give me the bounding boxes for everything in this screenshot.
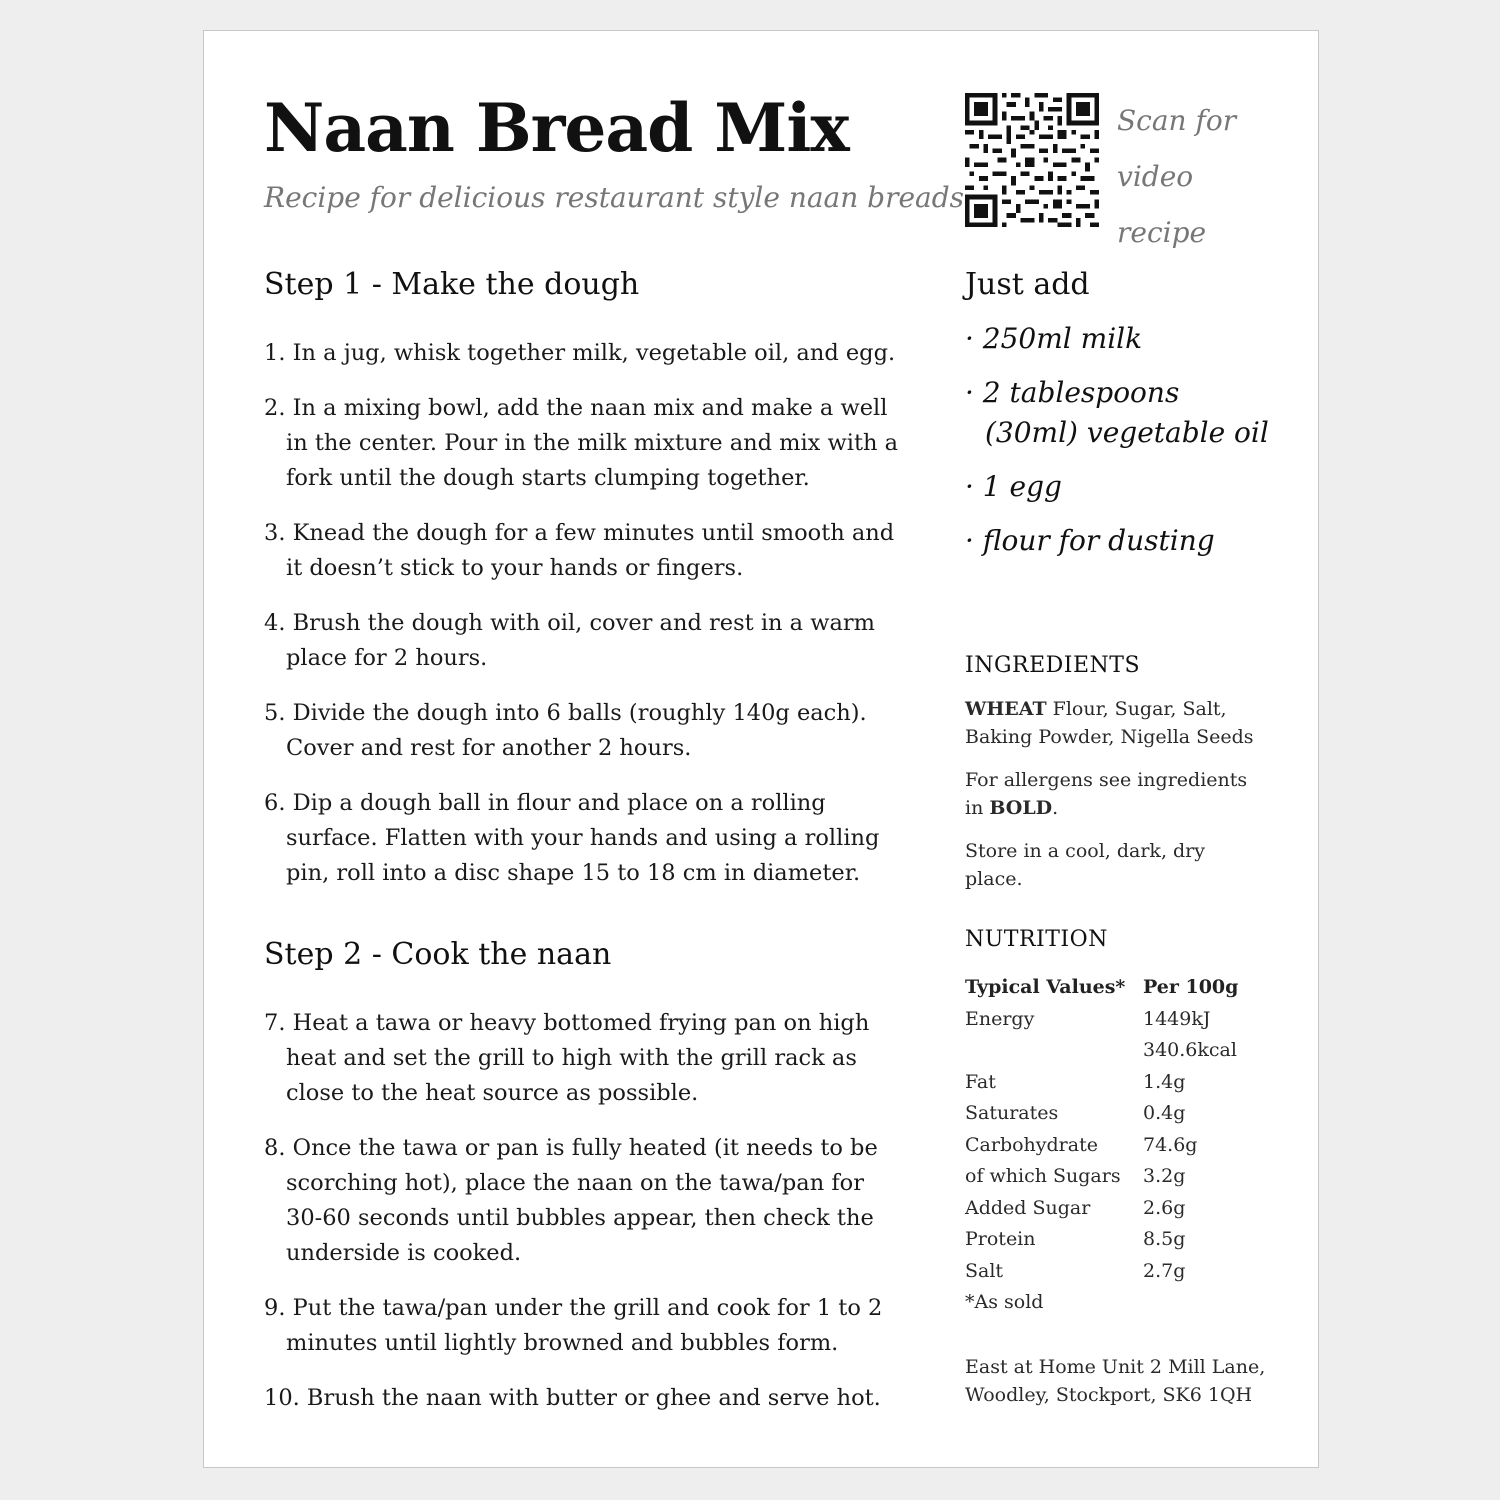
allergen-word: WHEAT bbox=[965, 698, 1047, 720]
list-item: · flour for dusting bbox=[965, 524, 1215, 557]
recipe-card bbox=[203, 30, 1319, 1468]
nutrient-label: Salt bbox=[965, 1259, 1004, 1282]
list-item: · 2 tablespoons (30ml) vegetable oil bbox=[965, 376, 1269, 449]
qr-code-icon[interactable] bbox=[965, 93, 1099, 227]
just-add-heading: Just add bbox=[965, 267, 1090, 302]
nutrition-heading: NUTRITION bbox=[965, 927, 1108, 952]
list-item: 2. In a mixing bowl, add the naan mix and make a well in the center. Pour in the milk mixture and mix with a fork until the dough starts clumping together. bbox=[264, 395, 899, 491]
ingredients-text: Flour, Sugar, Salt, Baking Powder, Nigella Seeds bbox=[965, 698, 1254, 748]
footnote: *As sold bbox=[965, 1291, 1044, 1313]
nutrient-value: 2.6g bbox=[1143, 1196, 1186, 1219]
nutrient-label: Carbohydrate bbox=[965, 1133, 1098, 1156]
table-row bbox=[965, 1036, 1238, 1068]
allergen-note-text: For allergens see ingredients in bbox=[965, 769, 1248, 819]
nutrient-value: 74.6g bbox=[1143, 1133, 1198, 1156]
page-subtitle: Recipe for delicious restaurant style naan breads bbox=[264, 181, 965, 214]
ingredients-list bbox=[965, 695, 1265, 751]
table-row bbox=[965, 1194, 1238, 1226]
list-item: 4. Brush the dough with oil, cover and rest in a warm place for 2 hours. bbox=[264, 610, 875, 671]
table-header-row bbox=[965, 973, 1238, 1005]
page-title: Naan Bread Mix bbox=[264, 89, 849, 167]
nutrient-label: Fat bbox=[965, 1070, 996, 1093]
nutrient-label: Protein bbox=[965, 1228, 1036, 1250]
column-header: Typical Values* bbox=[965, 976, 1126, 998]
address-line1: East at Home Unit 2 Mill Lane, bbox=[965, 1356, 1266, 1378]
column-header: Per 100g bbox=[1143, 976, 1239, 998]
table-row bbox=[965, 1099, 1238, 1131]
nutrient-label bbox=[965, 1036, 1143, 1068]
table-row bbox=[965, 1288, 1238, 1320]
list-item: · 1 egg bbox=[965, 470, 1062, 503]
nutrient-label: Saturates bbox=[965, 1102, 1059, 1124]
allergen-note-bold: BOLD bbox=[989, 797, 1053, 819]
table-row bbox=[965, 1225, 1238, 1257]
nutrient-value: 1.4g bbox=[1143, 1070, 1186, 1093]
step2-heading: Step 2 - Cook the naan bbox=[264, 937, 612, 972]
list-item: 7. Heat a tawa or heavy bottomed frying pan on high heat and set the grill to high with the grill rack as close to the heat source as possible. bbox=[264, 1010, 870, 1106]
nutrition-table bbox=[965, 973, 1238, 1320]
nutrient-value: 340.6kcal bbox=[1143, 1039, 1237, 1061]
table-row bbox=[965, 1068, 1238, 1100]
nutrient-value: 1449kJ bbox=[1143, 1007, 1211, 1030]
list-item: 10. Brush the naan with butter or ghee and serve hot. bbox=[264, 1385, 881, 1411]
list-item: 8. Once the tawa or pan is fully heated (it needs to be scorching hot), place the naan on the tawa/pan for 30-60 seconds until bubbles appear, then check the underside is cooked. bbox=[264, 1135, 878, 1266]
list-item: 5. Divide the dough into 6 balls (roughly 140g each). Cover and rest for another 2 hours. bbox=[264, 700, 867, 761]
address-line2: Woodley, Stockport, SK6 1QH bbox=[965, 1384, 1253, 1406]
scan-caption-line2: video recipe bbox=[1117, 160, 1207, 249]
allergen-note-end: . bbox=[1052, 797, 1059, 819]
list-item: 6. Dip a dough ball in flour and place on a rolling surface. Flatten with your hands and using a rolling pin, roll into a disc shape 15 to 18 cm in diameter. bbox=[264, 790, 880, 886]
nutrient-value: 2.7g bbox=[1143, 1259, 1186, 1282]
step1-heading: Step 1 - Make the dough bbox=[264, 267, 640, 302]
nutrient-label: of which Sugars bbox=[965, 1165, 1121, 1187]
table-row bbox=[965, 1005, 1238, 1037]
step2-list bbox=[264, 1006, 904, 1436]
step1-list bbox=[264, 336, 904, 911]
table-row bbox=[965, 1162, 1238, 1194]
allergen-note bbox=[965, 766, 1265, 822]
table-row bbox=[965, 1257, 1238, 1289]
address bbox=[965, 1353, 1285, 1409]
nutrient-label: Added Sugar bbox=[965, 1196, 1091, 1219]
list-item: 1. In a jug, whisk together milk, vegetable oil, and egg. bbox=[264, 340, 896, 366]
table-row bbox=[965, 1131, 1238, 1163]
list-item: 9. Put the tawa/pan under the grill and cook for 1 to 2 minutes until lightly browned and bubbles form. bbox=[264, 1295, 883, 1356]
nutrient-value: 0.4g bbox=[1143, 1102, 1186, 1124]
storage-note: Store in a cool, dark, dry place. bbox=[965, 840, 1205, 890]
list-item: · 250ml milk bbox=[965, 322, 1143, 355]
list-item: 3. Knead the dough for a few minutes until smooth and it doesn’t stick to your hands or fingers. bbox=[264, 520, 895, 581]
ingredients-heading: INGREDIENTS bbox=[965, 653, 1141, 678]
scan-caption-line1: Scan for bbox=[1117, 104, 1237, 137]
nutrient-value: 8.5g bbox=[1143, 1228, 1186, 1250]
scan-caption bbox=[1117, 93, 1287, 261]
nutrient-value: 3.2g bbox=[1143, 1165, 1186, 1187]
just-add-list bbox=[965, 319, 1275, 575]
nutrient-label: Energy bbox=[965, 1007, 1035, 1030]
